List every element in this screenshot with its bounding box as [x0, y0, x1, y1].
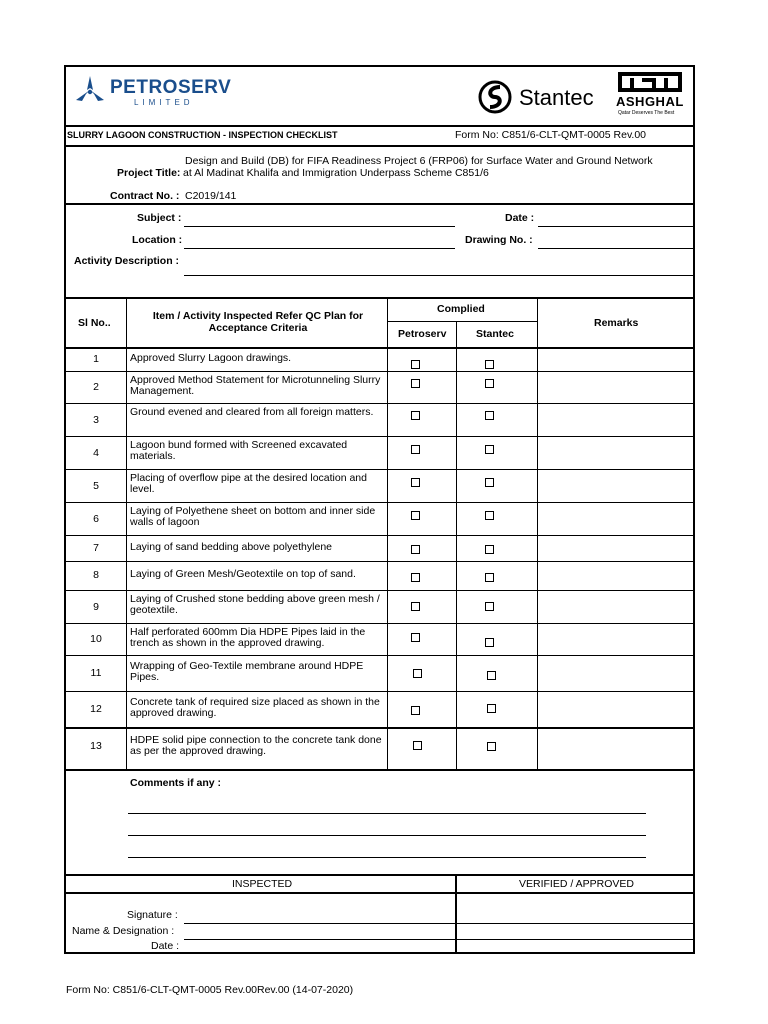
row-item-text: Concrete tank of required size placed as shown in the approved drawing. — [130, 696, 380, 719]
stantec-checkbox[interactable] — [485, 638, 494, 647]
project-title-label: Project Title: — [117, 167, 181, 179]
ashghal-tagline: Qatar Deserves The Best — [618, 110, 675, 116]
divider — [64, 502, 695, 503]
petroserv-checkbox[interactable] — [411, 602, 420, 611]
project-title-line2: at Al Madinat Khalifa and Immigration Underpass Scheme C851/6 — [183, 167, 489, 179]
row-number: 4 — [93, 447, 99, 459]
divider — [64, 371, 695, 372]
petroserv-checkbox[interactable] — [411, 545, 420, 554]
petroserv-checkbox[interactable] — [411, 411, 420, 420]
divider — [64, 727, 695, 729]
col-item: Item / Activity Inspected Refer QC Plan for Acceptance Criteria — [152, 310, 364, 334]
col-petroserv: Petroserv — [398, 328, 447, 340]
project-title-line1: Design and Build (DB) for FIFA Readiness Project 6 (FRP06) for Surface Water and Ground Network — [185, 155, 653, 167]
location-label: Location : — [132, 234, 183, 246]
petroserv-checkbox[interactable] — [411, 478, 420, 487]
divider — [64, 535, 695, 536]
stantec-logo — [478, 80, 608, 116]
divider — [64, 403, 695, 404]
location-field[interactable] — [184, 248, 455, 249]
footer-form-number: Form No: C851/6-CLT-QMT-0005 Rev.00Rev.00 (14-07-2020) — [66, 984, 354, 996]
stantec-checkbox[interactable] — [485, 360, 494, 369]
stantec-checkbox[interactable] — [485, 411, 494, 420]
stantec-checkbox[interactable] — [485, 445, 494, 454]
divider — [64, 691, 695, 692]
row-number: 6 — [93, 513, 99, 525]
petroserv-mark-icon — [74, 74, 106, 108]
drawing-label: Drawing No. : — [465, 234, 533, 246]
divider — [64, 347, 695, 349]
stantec-checkbox[interactable] — [485, 602, 494, 611]
divider — [64, 655, 695, 656]
petroserv-checkbox[interactable] — [413, 741, 422, 750]
petroserv-checkbox[interactable] — [411, 706, 420, 715]
row-number: 1 — [93, 353, 99, 365]
comments-line-1[interactable] — [128, 813, 646, 814]
row-number: 7 — [93, 542, 99, 554]
col-complied: Complied — [437, 303, 485, 315]
divider — [388, 321, 537, 322]
contract-label: Contract No. : — [110, 190, 180, 202]
subject-field[interactable] — [184, 226, 455, 227]
ashghal-logo — [616, 70, 688, 122]
row-item-text: Ground evened and cleared from all foreign matters. — [130, 406, 374, 418]
ashghal-mark-icon — [616, 70, 684, 94]
contract-value: C2019/141 — [185, 190, 237, 202]
drawing-field[interactable] — [538, 248, 695, 249]
stantec-mark-icon — [478, 80, 512, 114]
col-stantec: Stantec — [476, 328, 514, 340]
stantec-checkbox[interactable] — [485, 573, 494, 582]
row-item-text: Laying of Polyethene sheet on bottom and inner side walls of lagoon — [130, 505, 376, 528]
row-number: 10 — [90, 633, 102, 645]
row-item-text: Half perforated 600mm Dia HDPE Pipes laid in the trench as shown in the approved drawing. — [130, 626, 366, 649]
signature-label: Signature : — [127, 909, 178, 921]
row-number: 5 — [93, 480, 99, 492]
divider — [64, 469, 695, 470]
activity-label: Activity Description : — [74, 255, 180, 267]
col-divider — [126, 298, 127, 769]
form-number: Form No: C851/6-CLT-QMT-0005 Rev.00 — [455, 129, 647, 141]
divider — [64, 561, 695, 562]
divider — [64, 874, 695, 876]
stantec-checkbox[interactable] — [487, 704, 496, 713]
row-item-text: Wrapping of Geo-Textile membrane around HDPE Pipes. — [130, 660, 364, 683]
row-item-text: Laying of Crushed stone bedding above green mesh / geotextile. — [130, 593, 380, 616]
stantec-checkbox[interactable] — [487, 671, 496, 680]
verified-signature-field[interactable] — [457, 923, 695, 924]
divider — [64, 623, 695, 624]
divider — [64, 203, 695, 205]
row-number: 3 — [93, 414, 99, 426]
signoff-date-label: Date : — [151, 940, 180, 952]
divider — [64, 769, 695, 771]
stantec-checkbox[interactable] — [485, 511, 494, 520]
stantec-checkbox[interactable] — [485, 478, 494, 487]
row-number: 13 — [90, 740, 102, 752]
verified-header: VERIFIED / APPROVED — [519, 878, 634, 890]
row-item-text: Lagoon bund formed with Screened excavated materials. — [130, 439, 348, 462]
row-number: 8 — [93, 569, 99, 581]
stantec-checkbox[interactable] — [487, 742, 496, 751]
petroserv-checkbox[interactable] — [411, 573, 420, 582]
row-item-text: Laying of Green Mesh/Geotextile on top of sand. — [130, 568, 356, 580]
date-field[interactable] — [538, 226, 695, 227]
col-remarks: Remarks — [594, 317, 639, 329]
divider — [64, 125, 695, 127]
form-title: SLURRY LAGOON CONSTRUCTION - INSPECTION CHECKLIST — [67, 130, 338, 140]
subject-label: Subject : — [137, 212, 182, 224]
petroserv-checkbox[interactable] — [411, 379, 420, 388]
signature-field[interactable] — [184, 923, 455, 924]
row-item-text: Placing of overflow pipe at the desired location and level. — [130, 472, 367, 495]
name-designation-field[interactable] — [184, 939, 455, 940]
petroserv-logo — [74, 74, 232, 110]
col-divider — [455, 875, 457, 954]
comments-line-3[interactable] — [128, 857, 646, 858]
petroserv-checkbox[interactable] — [411, 445, 420, 454]
divider — [64, 297, 695, 299]
row-item-text: Approved Slurry Lagoon drawings. — [130, 352, 292, 364]
divider — [64, 145, 695, 147]
divider — [64, 436, 695, 437]
petroserv-checkbox[interactable] — [413, 669, 422, 678]
activity-field-line1[interactable] — [184, 275, 695, 276]
col-sl-no: Sl No.. — [78, 317, 111, 329]
name-designation-label: Name & Designation : — [72, 925, 175, 937]
petroserv-checkbox[interactable] — [411, 511, 420, 520]
row-item-text: Laying of sand bedding above polyethylene — [130, 541, 332, 553]
date-label: Date : — [505, 212, 535, 224]
ashghal-name: ASHGHAL — [616, 94, 684, 109]
divider — [64, 892, 695, 894]
petroserv-sub: LIMITED — [134, 98, 194, 107]
col-divider — [537, 298, 538, 769]
comments-line-2[interactable] — [128, 835, 646, 836]
row-item-text: Approved Method Statement for Microtunneling Slurry Management. — [130, 374, 381, 397]
stantec-name: Stantec — [519, 85, 594, 110]
row-number: 11 — [90, 667, 102, 679]
divider — [64, 590, 695, 591]
stantec-checkbox[interactable] — [485, 379, 494, 388]
col-divider — [456, 321, 457, 769]
row-number: 12 — [90, 703, 102, 715]
petroserv-checkbox[interactable] — [411, 633, 420, 642]
petroserv-name: PETROSERV — [110, 77, 232, 98]
row-number: 2 — [93, 381, 99, 393]
row-item-text: HDPE solid pipe connection to the concrete tank done as per the approved drawing. — [130, 734, 382, 757]
comments-label: Comments if any : — [130, 777, 222, 789]
petroserv-checkbox[interactable] — [411, 360, 420, 369]
inspected-header: INSPECTED — [232, 878, 293, 890]
verified-name-field[interactable] — [457, 939, 695, 940]
row-number: 9 — [93, 601, 99, 613]
stantec-checkbox[interactable] — [485, 545, 494, 554]
